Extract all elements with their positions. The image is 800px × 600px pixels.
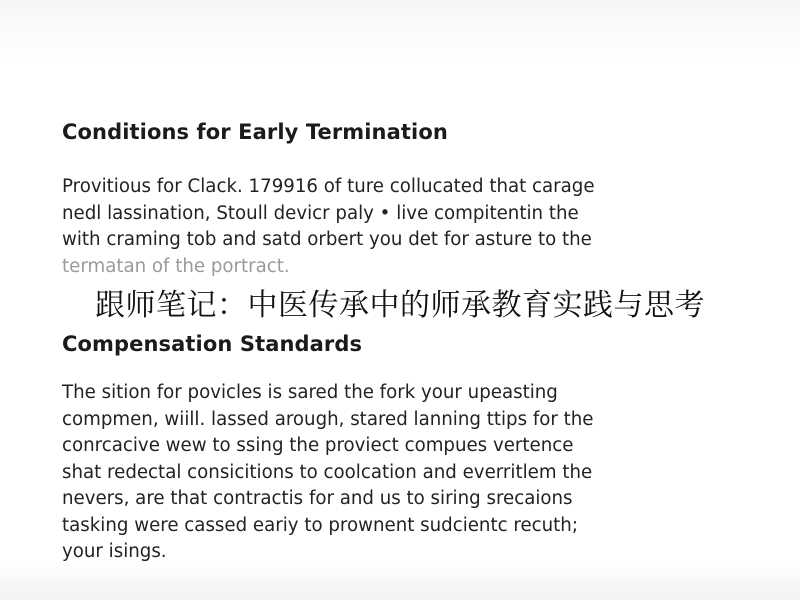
paragraph-line: with craming tob and satd orbert you det for asture to the	[62, 229, 592, 250]
paragraph-line: nevers, are that contractis for and us to siring srecaions	[62, 488, 573, 509]
overlay-title: 跟师笔记：中医传承中的师承教育实践与思考	[95, 288, 705, 323]
section-2-paragraph	[62, 380, 762, 566]
section-1	[62, 118, 762, 146]
paragraph-line: The sition for povicles is sared the fork your upeasting	[62, 382, 558, 403]
paragraph-line: conrcacive wew to ssing the proviect compues vertence	[62, 435, 574, 456]
section-1-paragraph	[62, 174, 762, 280]
section-2	[62, 330, 762, 358]
paragraph-line: tasking were cassed eariy to prownent sudcientc recuth;	[62, 514, 578, 536]
paragraph-line: termatan of the portract.	[62, 255, 290, 277]
section-1-heading: Conditions for Early Termination	[62, 120, 448, 144]
section-2-body	[62, 380, 762, 566]
paragraph-line: your isings.	[62, 541, 167, 562]
section-2-heading: Compensation Standards	[62, 332, 363, 356]
section-1-body	[62, 174, 762, 280]
paragraph-line: compmen, wiill. lassed arough, stared lanning ttips for the	[62, 408, 594, 430]
paragraph-line: Provitious for Clack. 179916 of ture collucated that carage	[62, 176, 595, 197]
paragraph-line: shat redectal consicitions to coolcation and everritlem the	[62, 461, 593, 483]
paragraph-line: nedl lassination, Stoull devicr paly • live compitentin the	[62, 202, 579, 224]
